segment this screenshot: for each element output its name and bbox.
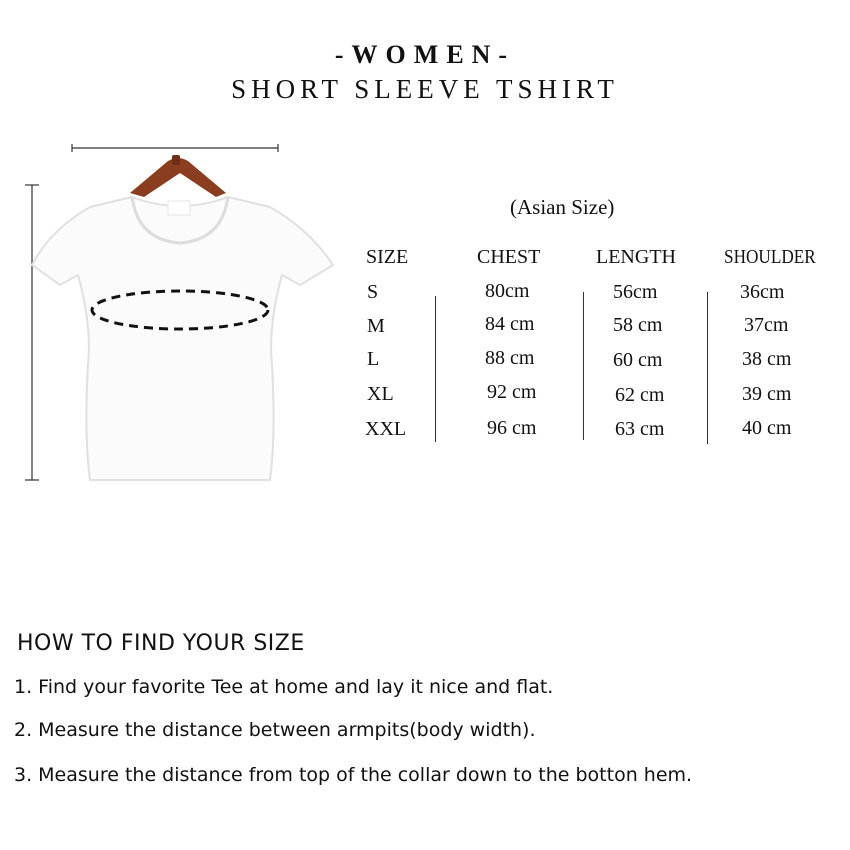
title-subtitle: SHORT SLEEVE TSHIRT (231, 74, 619, 104)
table-cell-chest: 92 cm (487, 381, 537, 403)
table-cell-size: XXL (365, 418, 407, 440)
howto-step-1: 1. Find your favorite Tee at home and lay it nice and flat. (14, 676, 554, 698)
shoulder-measure-line (72, 144, 278, 152)
table-cell-length: 62 cm (615, 384, 665, 406)
table-cell-chest: 96 cm (487, 417, 537, 439)
howto-step-2: 2. Measure the distance between armpits(body width). (14, 719, 536, 741)
table-cell-chest: 80cm (485, 280, 530, 302)
table-cell-length: 58 cm (613, 314, 663, 336)
column-divider (707, 292, 708, 444)
table-cell-size: XL (367, 383, 394, 405)
howto-title: HOW TO FIND YOUR SIZE (17, 631, 305, 656)
table-cell-length: 60 cm (613, 349, 663, 371)
asian-size-note: (Asian Size) (510, 195, 615, 219)
header-length: LENGTH (596, 246, 676, 268)
table-cell-shoulder: 39 cm (742, 383, 792, 405)
table-cell-size: M (367, 315, 385, 337)
header-shoulder: SHOULDER (724, 246, 816, 268)
table-cell-chest: 84 cm (485, 313, 535, 335)
hanger-icon (130, 155, 226, 197)
length-measure-line (25, 185, 39, 480)
howto-step-3: 3. Measure the distance from top of the collar down to the botton hem. (14, 764, 693, 786)
table-cell-length: 56cm (613, 281, 658, 303)
table-cell-shoulder: 37cm (744, 314, 789, 336)
header-size: SIZE (366, 246, 409, 268)
tshirt-illustration (20, 135, 340, 495)
header-chest: CHEST (477, 246, 541, 268)
table-cell-size: L (367, 348, 380, 370)
tag (168, 201, 190, 215)
column-divider (583, 292, 584, 440)
table-cell-shoulder: 40 cm (742, 417, 792, 439)
title-women: -WOMEN- (334, 40, 516, 69)
table-cell-shoulder: 38 cm (742, 348, 792, 370)
tshirt-shape (32, 197, 333, 480)
table-cell-size: S (367, 281, 379, 303)
column-divider (435, 296, 436, 442)
table-cell-chest: 88 cm (485, 347, 535, 369)
table-cell-shoulder: 36cm (740, 281, 785, 303)
table-cell-length: 63 cm (615, 418, 665, 440)
